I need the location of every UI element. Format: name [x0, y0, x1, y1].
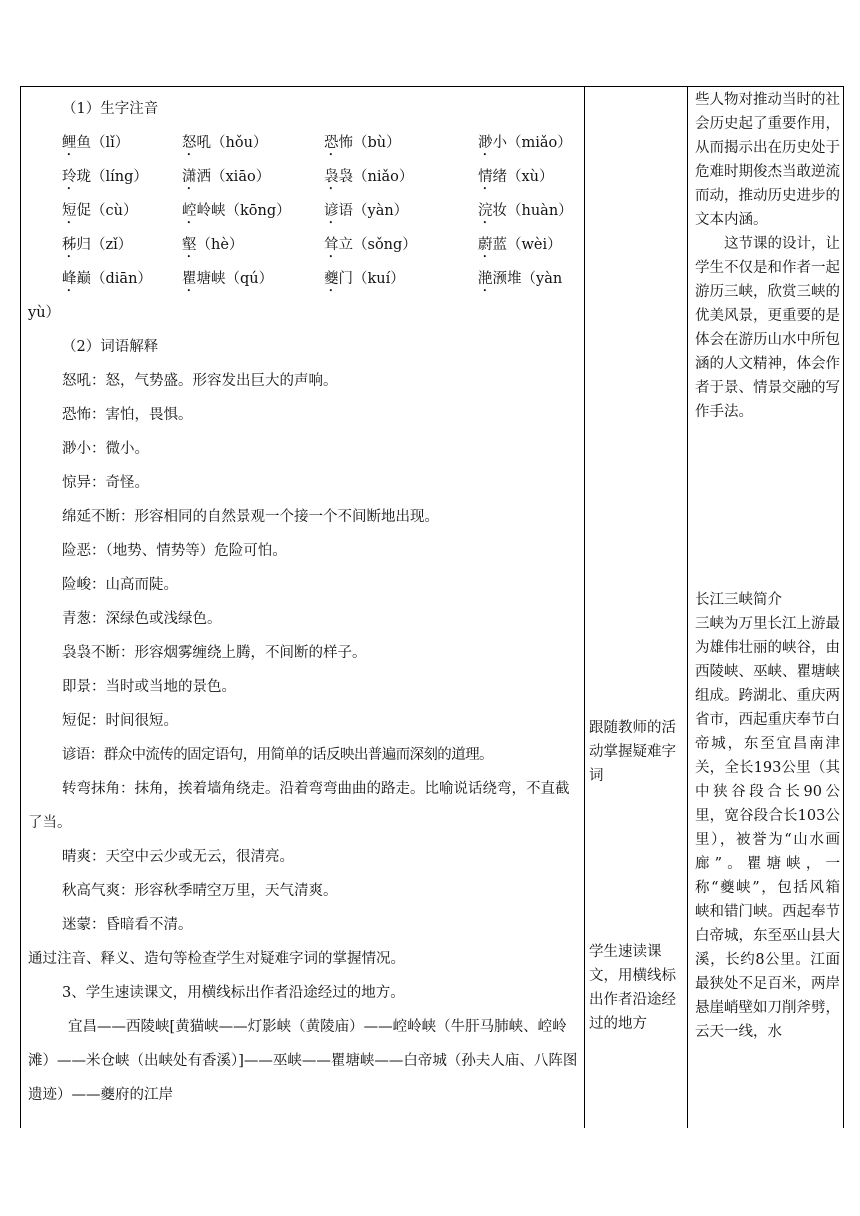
vocab-item: 迷蒙：昏暗看不清。	[62, 917, 193, 933]
pinyin-item: 怒吼（hǒu）	[182, 135, 268, 151]
section-title-vocab: （2）词语解释	[62, 339, 159, 355]
table-divider-2	[687, 86, 688, 1128]
pinyin-row	[28, 228, 580, 262]
design-intent-text: 些人物对推动当时的社会历史起了重要作用，从而揭示出在历史处于危难时期俊杰当敢逆流而动，推动历史进步的文本内涵。	[695, 92, 840, 228]
vocab-summary: 通过注音、释义、造句等检查学生对疑难字词的掌握情况。	[28, 951, 405, 967]
pinyin-item: 夔门（kuí）	[324, 271, 405, 287]
vocab-item: 险恶：（地势、情势等）危险可怕。	[62, 543, 287, 559]
student-activity-2: 学生速读课文，用横线标出作者沿途经过的地方	[589, 944, 676, 1032]
intro-body: 三峡为万里长江上游最为雄伟壮丽的峡谷，由西陵峡、巫峡、瞿塘峡组成。跨湖北、重庆两省市，西起重庆奉节白帝城，东至宜昌南津关，全长193公里（其中狭谷段合长90公里，宽谷段合长103公里），被誉为“山水画廊”。瞿塘峡，一称“夔峡”，包括风箱峡和错门峡。西起奉节白帝城，东至巫山县大溪，长约8公里。江面最狭处不足百米，两岸悬崖峭壁如刀削斧劈，云天一线，水	[695, 616, 840, 1040]
pinyin-item: 瞿塘峡（qú）	[182, 271, 274, 287]
pinyin-item: 玲珑（líng）	[62, 169, 148, 185]
vocab-item: 秋高气爽：形容秋季晴空万里，天气清爽。	[62, 883, 338, 899]
pinyin-item: 袅袅（niǎo）	[324, 169, 414, 185]
vocab-item: 险峻：山高而陡。	[62, 577, 178, 593]
pinyin-item: 渺小（miǎo）	[478, 135, 572, 151]
table-border-left	[20, 86, 21, 1128]
vocab-item: 转弯抹角：抹角，挨着墙角绕走。沿着弯弯曲曲的路走。比喻说话绕弯，不直截了当。	[28, 781, 570, 831]
pinyin-item: 短促（cù）	[62, 203, 138, 219]
section-title-route: 3、学生速读课文，用横线标出作者沿途经过的地方。	[62, 985, 405, 1001]
pinyin-row	[28, 126, 580, 160]
vocab-item: 谚语：群众中流传的固定语句，用简单的话反映出普遍而深刻的道理。	[62, 747, 493, 763]
section-title-pinyin: （1）生字注音	[62, 101, 159, 117]
pinyin-item: 蔚蓝（wèi）	[478, 237, 562, 253]
pinyin-item: 谚语（yàn）	[324, 203, 409, 219]
pinyin-item: 秭归（zǐ）	[62, 237, 133, 253]
design-intent-text: 这节课的设计，让学生不仅是和作者一起游历三峡，欣赏三峡的优美风景，更重要的是体会在游历山水中所包涵的人文精神，体会作者于景、情景交融的写作手法。	[695, 236, 840, 420]
pinyin-item: 浣妆（huàn）	[478, 203, 573, 219]
pinyin-item: 恐怖（bù）	[324, 135, 401, 151]
pinyin-item: 情绪（xù）	[478, 169, 554, 185]
pinyin-tail: yù）	[28, 305, 61, 321]
vocab-item: 渺小：微小。	[62, 441, 149, 457]
vocab-item: 青葱：深绿色或浅绿色。	[62, 611, 222, 627]
pinyin-item: 滟滪堆（yàn	[478, 271, 563, 287]
vocab-item: 即景：当时或当地的景色。	[62, 679, 236, 695]
vocab-item: 恐怖：害怕，畏惧。	[62, 407, 193, 423]
vocab-item: 绵延不断：形容相同的自然景观一个接一个不间断地出现。	[62, 509, 439, 525]
pinyin-row	[28, 160, 580, 194]
design-intent-column	[695, 88, 840, 424]
student-activity-1: 跟随教师的活动掌握疑难字词	[589, 720, 676, 784]
intro-title: 长江三峡简介	[695, 592, 782, 608]
pinyin-item: 峰巅（diān）	[62, 271, 152, 287]
pinyin-item: 崆岭峡（kōng）	[182, 203, 291, 219]
pinyin-item: 耸立（sǒng）	[324, 237, 417, 253]
vocab-item: 短促：时间很短。	[62, 713, 178, 729]
pinyin-item: 壑（hè）	[182, 237, 244, 253]
pinyin-row	[28, 194, 580, 228]
vocab-item: 怒吼：怒，气势盛。形容发出巨大的声响。	[62, 373, 338, 389]
pinyin-item: 潇洒（xiāo）	[182, 169, 271, 185]
vocab-item: 晴爽：天空中云少或无云，很清亮。	[62, 849, 294, 865]
teaching-process-column	[28, 92, 580, 1112]
pinyin-grid	[28, 126, 580, 296]
table-border-right	[843, 86, 844, 1128]
pinyin-item: 鲤鱼（lǐ）	[62, 135, 130, 151]
pinyin-row	[28, 262, 580, 296]
vocab-item: 惊异：奇怪。	[62, 475, 149, 491]
vocab-item: 袅袅不断：形容烟雾缠绕上腾，不间断的样子。	[62, 645, 367, 661]
route-text: 宜昌——西陵峡[黄猫峡——灯影峡（黄陵庙）——崆岭峡（牛肝马肺峡、崆岭滩）——米仓峡（出峡处有香溪）]——巫峡——瞿塘峡——白帝城（孙夫人庙、八阵图遗迹）——夔府的江岸	[28, 1019, 578, 1103]
intro-column	[695, 588, 840, 1044]
